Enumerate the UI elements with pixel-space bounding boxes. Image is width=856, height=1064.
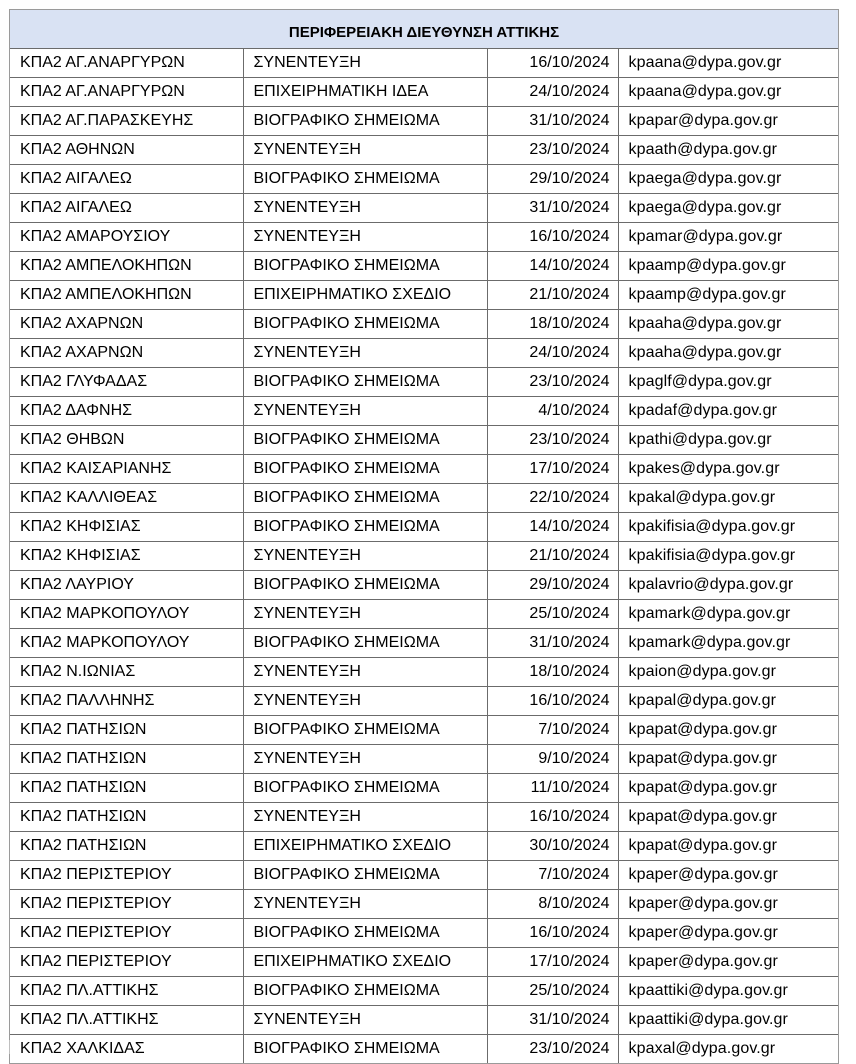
session-type-cell[interactable]: ΣΥΝΕΝΤΕΥΞΗ: [243, 599, 487, 628]
office-cell[interactable]: ΚΠΑ2 ΑΜΑΡΟΥΣΙΟΥ: [10, 222, 243, 251]
date-cell[interactable]: 16/10/2024: [487, 222, 618, 251]
session-type-cell[interactable]: ΕΠΙΧΕΙΡΗΜΑΤΙΚΟ ΣΧΕΔΙΟ: [243, 280, 487, 309]
email-cell[interactable]: kpaglf@dypa.gov.gr: [618, 367, 838, 396]
date-cell[interactable]: 23/10/2024: [487, 135, 618, 164]
email-cell[interactable]: kpapat@dypa.gov.gr: [618, 715, 838, 744]
office-cell[interactable]: ΚΠΑ2 ΑΧΑΡΝΩΝ: [10, 309, 243, 338]
table-row: [10, 48, 838, 77]
office-cell[interactable]: ΚΠΑ2 ΠΑΛΛΗΝΗΣ: [10, 686, 243, 715]
office-cell[interactable]: ΚΠΑ2 ΠΑΤΗΣΙΩΝ: [10, 802, 243, 831]
email-cell[interactable]: kpamark@dypa.gov.gr: [618, 628, 838, 657]
table-row: [10, 193, 838, 222]
office-cell[interactable]: ΚΠΑ2 ΠΕΡΙΣΤΕΡΙΟΥ: [10, 947, 243, 976]
office-cell[interactable]: ΚΠΑ2 ΠΛ.ΑΤΤΙΚΗΣ: [10, 976, 243, 1005]
date-cell[interactable]: 16/10/2024: [487, 686, 618, 715]
table-row: [10, 222, 838, 251]
email-cell[interactable]: kpathi@dypa.gov.gr: [618, 425, 838, 454]
date-cell[interactable]: 23/10/2024: [487, 367, 618, 396]
table-row: [10, 77, 838, 106]
session-type-cell[interactable]: ΒΙΟΓΡΑΦΙΚΟ ΣΗΜΕΙΩΜΑ: [243, 1034, 487, 1063]
date-cell[interactable]: 18/10/2024: [487, 657, 618, 686]
table-row: [10, 802, 838, 831]
table-row: [10, 657, 838, 686]
table-row: [10, 628, 838, 657]
table-row: [10, 831, 838, 860]
session-type-cell[interactable]: ΒΙΟΓΡΑΦΙΚΟ ΣΗΜΕΙΩΜΑ: [243, 512, 487, 541]
session-type-cell[interactable]: ΒΙΟΓΡΑΦΙΚΟ ΣΗΜΕΙΩΜΑ: [243, 976, 487, 1005]
email-cell[interactable]: kpaega@dypa.gov.gr: [618, 164, 838, 193]
office-cell[interactable]: ΚΠΑ2 ΠΑΤΗΣΙΩΝ: [10, 744, 243, 773]
office-cell[interactable]: ΚΠΑ2 ΔΑΦΝΗΣ: [10, 396, 243, 425]
table-row: [10, 686, 838, 715]
email-cell[interactable]: kpaana@dypa.gov.gr: [618, 48, 838, 77]
date-cell[interactable]: 23/10/2024: [487, 425, 618, 454]
date-cell[interactable]: 25/10/2024: [487, 599, 618, 628]
session-type-cell[interactable]: ΣΥΝΕΝΤΕΥΞΗ: [243, 338, 487, 367]
date-cell[interactable]: 21/10/2024: [487, 280, 618, 309]
email-cell[interactable]: kpaega@dypa.gov.gr: [618, 193, 838, 222]
email-cell[interactable]: kpaana@dypa.gov.gr: [618, 77, 838, 106]
date-cell[interactable]: 21/10/2024: [487, 541, 618, 570]
office-cell[interactable]: ΚΠΑ2 ΑΙΓΑΛΕΩ: [10, 164, 243, 193]
office-cell[interactable]: ΚΠΑ2 ΜΑΡΚΟΠΟΥΛΟΥ: [10, 599, 243, 628]
email-cell[interactable]: kpaath@dypa.gov.gr: [618, 135, 838, 164]
email-cell[interactable]: kpaion@dypa.gov.gr: [618, 657, 838, 686]
schedule-table: [10, 10, 838, 1063]
date-cell[interactable]: 17/10/2024: [487, 454, 618, 483]
email-cell[interactable]: kpapat@dypa.gov.gr: [618, 773, 838, 802]
table-row: [10, 541, 838, 570]
email-cell[interactable]: kpaper@dypa.gov.gr: [618, 860, 838, 889]
date-cell[interactable]: 16/10/2024: [487, 48, 618, 77]
table-row: [10, 338, 838, 367]
table-row: [10, 309, 838, 338]
date-cell[interactable]: 31/10/2024: [487, 628, 618, 657]
spreadsheet-frame: [9, 9, 839, 1064]
date-cell[interactable]: 29/10/2024: [487, 164, 618, 193]
date-cell[interactable]: 8/10/2024: [487, 889, 618, 918]
email-cell[interactable]: kpapal@dypa.gov.gr: [618, 686, 838, 715]
office-cell[interactable]: ΚΠΑ2 ΑΓ.ΠΑΡΑΣΚΕΥΗΣ: [10, 106, 243, 135]
date-cell[interactable]: 29/10/2024: [487, 570, 618, 599]
email-cell[interactable]: kpamark@dypa.gov.gr: [618, 599, 838, 628]
session-type-cell[interactable]: ΒΙΟΓΡΑΦΙΚΟ ΣΗΜΕΙΩΜΑ: [243, 454, 487, 483]
office-cell[interactable]: ΚΠΑ2 ΠΕΡΙΣΤΕΡΙΟΥ: [10, 918, 243, 947]
date-cell[interactable]: 4/10/2024: [487, 396, 618, 425]
table-body: [10, 48, 838, 1063]
email-cell[interactable]: kpalavrio@dypa.gov.gr: [618, 570, 838, 599]
date-cell[interactable]: 31/10/2024: [487, 1005, 618, 1034]
date-cell[interactable]: 18/10/2024: [487, 309, 618, 338]
session-type-cell[interactable]: ΒΙΟΓΡΑΦΙΚΟ ΣΗΜΕΙΩΜΑ: [243, 860, 487, 889]
email-cell[interactable]: kpaper@dypa.gov.gr: [618, 947, 838, 976]
email-cell[interactable]: kpaper@dypa.gov.gr: [618, 889, 838, 918]
date-cell[interactable]: 25/10/2024: [487, 976, 618, 1005]
email-cell[interactable]: kpaxal@dypa.gov.gr: [628, 1040, 776, 1057]
table-row: [10, 1005, 838, 1034]
table-row: [10, 135, 838, 164]
office-cell[interactable]: ΚΠΑ2 ΑΙΓΑΛΕΩ: [10, 193, 243, 222]
office-cell[interactable]: ΚΠΑ2 ΠΛ.ΑΤΤΙΚΗΣ: [10, 1005, 243, 1034]
office-cell[interactable]: ΚΠΑ2 ΛΑΥΡΙΟΥ: [10, 570, 243, 599]
date-cell[interactable]: 31/10/2024: [487, 193, 618, 222]
session-type-cell[interactable]: ΒΙΟΓΡΑΦΙΚΟ ΣΗΜΕΙΩΜΑ: [243, 309, 487, 338]
session-type-cell[interactable]: ΣΥΝΕΝΤΕΥΞΗ: [243, 686, 487, 715]
table-title: ΠΕΡΙΦΕΡΕΙΑΚΗ ΔΙΕΥΘΥΝΣΗ ΑΤΤΙΚΗΣ: [10, 10, 838, 48]
session-type-cell[interactable]: ΒΙΟΓΡΑΦΙΚΟ ΣΗΜΕΙΩΜΑ: [243, 251, 487, 280]
session-type-cell[interactable]: ΣΥΝΕΝΤΕΥΞΗ: [243, 889, 487, 918]
session-type-cell[interactable]: ΒΙΟΓΡΑΦΙΚΟ ΣΗΜΕΙΩΜΑ: [243, 164, 487, 193]
office-cell[interactable]: ΚΠΑ2 ΚΑΙΣΑΡΙΑΝΗΣ: [10, 454, 243, 483]
office-cell[interactable]: ΚΠΑ2 ΑΘΗΝΩΝ: [10, 135, 243, 164]
session-type-cell[interactable]: ΒΙΟΓΡΑΦΙΚΟ ΣΗΜΕΙΩΜΑ: [243, 425, 487, 454]
table-row: [10, 570, 838, 599]
session-type-cell[interactable]: ΒΙΟΓΡΑΦΙΚΟ ΣΗΜΕΙΩΜΑ: [243, 715, 487, 744]
email-cell[interactable]: kpadaf@dypa.gov.gr: [618, 396, 838, 425]
table-row: [10, 773, 838, 802]
date-cell[interactable]: 7/10/2024: [487, 715, 618, 744]
session-type-cell[interactable]: ΣΥΝΕΝΤΕΥΞΗ: [243, 48, 487, 77]
office-cell[interactable]: ΚΠΑ2 ΠΕΡΙΣΤΕΡΙΟΥ: [10, 860, 243, 889]
office-cell[interactable]: ΚΠΑ2 ΑΓ.ΑΝΑΡΓΥΡΩΝ: [10, 77, 243, 106]
date-cell[interactable]: 31/10/2024: [487, 106, 618, 135]
office-cell[interactable]: ΚΠΑ2 ΠΕΡΙΣΤΕΡΙΟΥ: [10, 889, 243, 918]
table-row: [10, 512, 838, 541]
session-type-cell[interactable]: ΣΥΝΕΝΤΕΥΞΗ: [243, 396, 487, 425]
email-cell[interactable]: kpapat@dypa.gov.gr: [618, 831, 838, 860]
email-cell[interactable]: kpakifisia@dypa.gov.gr: [618, 512, 838, 541]
email-cell[interactable]: kpamar@dypa.gov.gr: [618, 222, 838, 251]
date-cell[interactable]: 14/10/2024: [487, 512, 618, 541]
table-row: [10, 715, 838, 744]
email-cell[interactable]: kpapar@dypa.gov.gr: [618, 106, 838, 135]
session-type-cell[interactable]: ΣΥΝΕΝΤΕΥΞΗ: [243, 135, 487, 164]
office-cell[interactable]: ΚΠΑ2 Ν.ΙΩΝΙΑΣ: [10, 657, 243, 686]
session-type-cell[interactable]: ΕΠΙΧΕΙΡΗΜΑΤΙΚΟ ΣΧΕΔΙΟ: [243, 947, 487, 976]
table-row: [10, 425, 838, 454]
email-cell[interactable]: kpaaha@dypa.gov.gr: [618, 309, 838, 338]
table-row: [10, 918, 838, 947]
office-cell[interactable]: ΚΠΑ2 ΜΑΡΚΟΠΟΥΛΟΥ: [10, 628, 243, 657]
session-type-cell[interactable]: ΣΥΝΕΝΤΕΥΞΗ: [243, 1005, 487, 1034]
email-cell[interactable]: kpapat@dypa.gov.gr: [618, 802, 838, 831]
email-cell[interactable]: kpakal@dypa.gov.gr: [618, 483, 838, 512]
office-cell[interactable]: ΚΠΑ2 ΑΓ.ΑΝΑΡΓΥΡΩΝ: [10, 48, 243, 77]
date-cell[interactable]: 11/10/2024: [487, 773, 618, 802]
email-cell[interactable]: kpaamp@dypa.gov.gr: [618, 280, 838, 309]
table-row: [10, 280, 838, 309]
title-row: [10, 10, 838, 48]
office-cell[interactable]: ΚΠΑ2 ΑΜΠΕΛΟΚΗΠΩΝ: [10, 251, 243, 280]
office-cell[interactable]: ΚΠΑ2 ΠΑΤΗΣΙΩΝ: [10, 715, 243, 744]
office-cell[interactable]: ΚΠΑ2 ΚΗΦΙΣΙΑΣ: [10, 541, 243, 570]
date-cell[interactable]: 16/10/2024: [487, 918, 618, 947]
office-cell[interactable]: ΚΠΑ2 ΠΑΤΗΣΙΩΝ: [10, 773, 243, 802]
table-row: [10, 164, 838, 193]
office-cell[interactable]: ΚΠΑ2 ΑΧΑΡΝΩΝ: [10, 338, 243, 367]
email-cell[interactable]: kpaamp@dypa.gov.gr: [618, 251, 838, 280]
table-row: [10, 106, 838, 135]
table-row: [10, 454, 838, 483]
email-cell[interactable]: kpaattiki@dypa.gov.gr: [618, 976, 838, 1005]
date-cell[interactable]: 17/10/2024: [487, 947, 618, 976]
session-type-cell[interactable]: ΒΙΟΓΡΑΦΙΚΟ ΣΗΜΕΙΩΜΑ: [243, 918, 487, 947]
date-cell[interactable]: 9/10/2024: [487, 744, 618, 773]
table-row: [10, 396, 838, 425]
office-cell[interactable]: ΚΠΑ2 ΧΑΛΚΙΔΑΣ: [10, 1034, 243, 1063]
session-type-cell[interactable]: ΕΠΙΧΕΙΡΗΜΑΤΙΚΟ ΣΧΕΔΙΟ: [243, 831, 487, 860]
office-cell[interactable]: ΚΠΑ2 ΠΑΤΗΣΙΩΝ: [10, 831, 243, 860]
session-type-cell[interactable]: ΣΥΝΕΝΤΕΥΞΗ: [243, 541, 487, 570]
table-row: [10, 251, 838, 280]
table-row: [10, 367, 838, 396]
session-type-cell[interactable]: ΒΙΟΓΡΑΦΙΚΟ ΣΗΜΕΙΩΜΑ: [243, 570, 487, 599]
table-row: [10, 744, 838, 773]
email-cell[interactable]: kpakes@dypa.gov.gr: [618, 454, 838, 483]
date-cell[interactable]: 14/10/2024: [487, 251, 618, 280]
date-cell[interactable]: 7/10/2024: [487, 860, 618, 889]
session-type-cell[interactable]: ΕΠΙΧΕΙΡΗΜΑΤΙΚΗ ΙΔΕΑ: [243, 77, 487, 106]
session-type-cell[interactable]: ΒΙΟΓΡΑΦΙΚΟ ΣΗΜΕΙΩΜΑ: [243, 106, 487, 135]
table-row: [10, 599, 838, 628]
table-row: [10, 976, 838, 1005]
table-row: [10, 889, 838, 918]
session-type-cell[interactable]: ΒΙΟΓΡΑΦΙΚΟ ΣΗΜΕΙΩΜΑ: [243, 367, 487, 396]
email-cell[interactable]: kpapat@dypa.gov.gr: [618, 744, 838, 773]
office-cell[interactable]: ΚΠΑ2 ΓΛΥΦΑΔΑΣ: [10, 367, 243, 396]
session-type-cell[interactable]: ΣΥΝΕΝΤΕΥΞΗ: [243, 193, 487, 222]
email-cell[interactable]: kpakifisia@dypa.gov.gr: [618, 541, 838, 570]
date-cell[interactable]: 23/10/2024: [487, 1034, 618, 1063]
office-cell[interactable]: ΚΠΑ2 ΚΑΛΛΙΘΕΑΣ: [10, 483, 243, 512]
date-cell[interactable]: 24/10/2024: [487, 338, 618, 367]
session-type-cell[interactable]: ΣΥΝΕΝΤΕΥΞΗ: [243, 802, 487, 831]
date-cell[interactable]: 24/10/2024: [487, 77, 618, 106]
date-cell[interactable]: 30/10/2024: [487, 831, 618, 860]
date-cell[interactable]: 22/10/2024: [487, 483, 618, 512]
office-cell[interactable]: ΚΠΑ2 ΑΜΠΕΛΟΚΗΠΩΝ: [10, 280, 243, 309]
session-type-cell[interactable]: ΒΙΟΓΡΑΦΙΚΟ ΣΗΜΕΙΩΜΑ: [243, 628, 487, 657]
email-cell[interactable]: kpaattiki@dypa.gov.gr: [618, 1005, 838, 1034]
office-cell[interactable]: ΚΠΑ2 ΘΗΒΩΝ: [10, 425, 243, 454]
email-cell[interactable]: kpaaha@dypa.gov.gr: [618, 338, 838, 367]
office-cell[interactable]: ΚΠΑ2 ΚΗΦΙΣΙΑΣ: [10, 512, 243, 541]
sheet-bottom-edge: [9, 1040, 839, 1054]
session-type-cell[interactable]: ΒΙΟΓΡΑΦΙΚΟ ΣΗΜΕΙΩΜΑ: [243, 483, 487, 512]
table-row: [10, 860, 838, 889]
session-type-cell[interactable]: ΣΥΝΕΝΤΕΥΞΗ: [243, 657, 487, 686]
session-type-cell[interactable]: ΣΥΝΕΝΤΕΥΞΗ: [243, 744, 487, 773]
email-cell[interactable]: kpaper@dypa.gov.gr: [618, 918, 838, 947]
table-row: [10, 483, 838, 512]
session-type-cell[interactable]: ΣΥΝΕΝΤΕΥΞΗ: [243, 222, 487, 251]
table-row: [10, 947, 838, 976]
date-cell[interactable]: 16/10/2024: [487, 802, 618, 831]
session-type-cell[interactable]: ΒΙΟΓΡΑΦΙΚΟ ΣΗΜΕΙΩΜΑ: [243, 773, 487, 802]
